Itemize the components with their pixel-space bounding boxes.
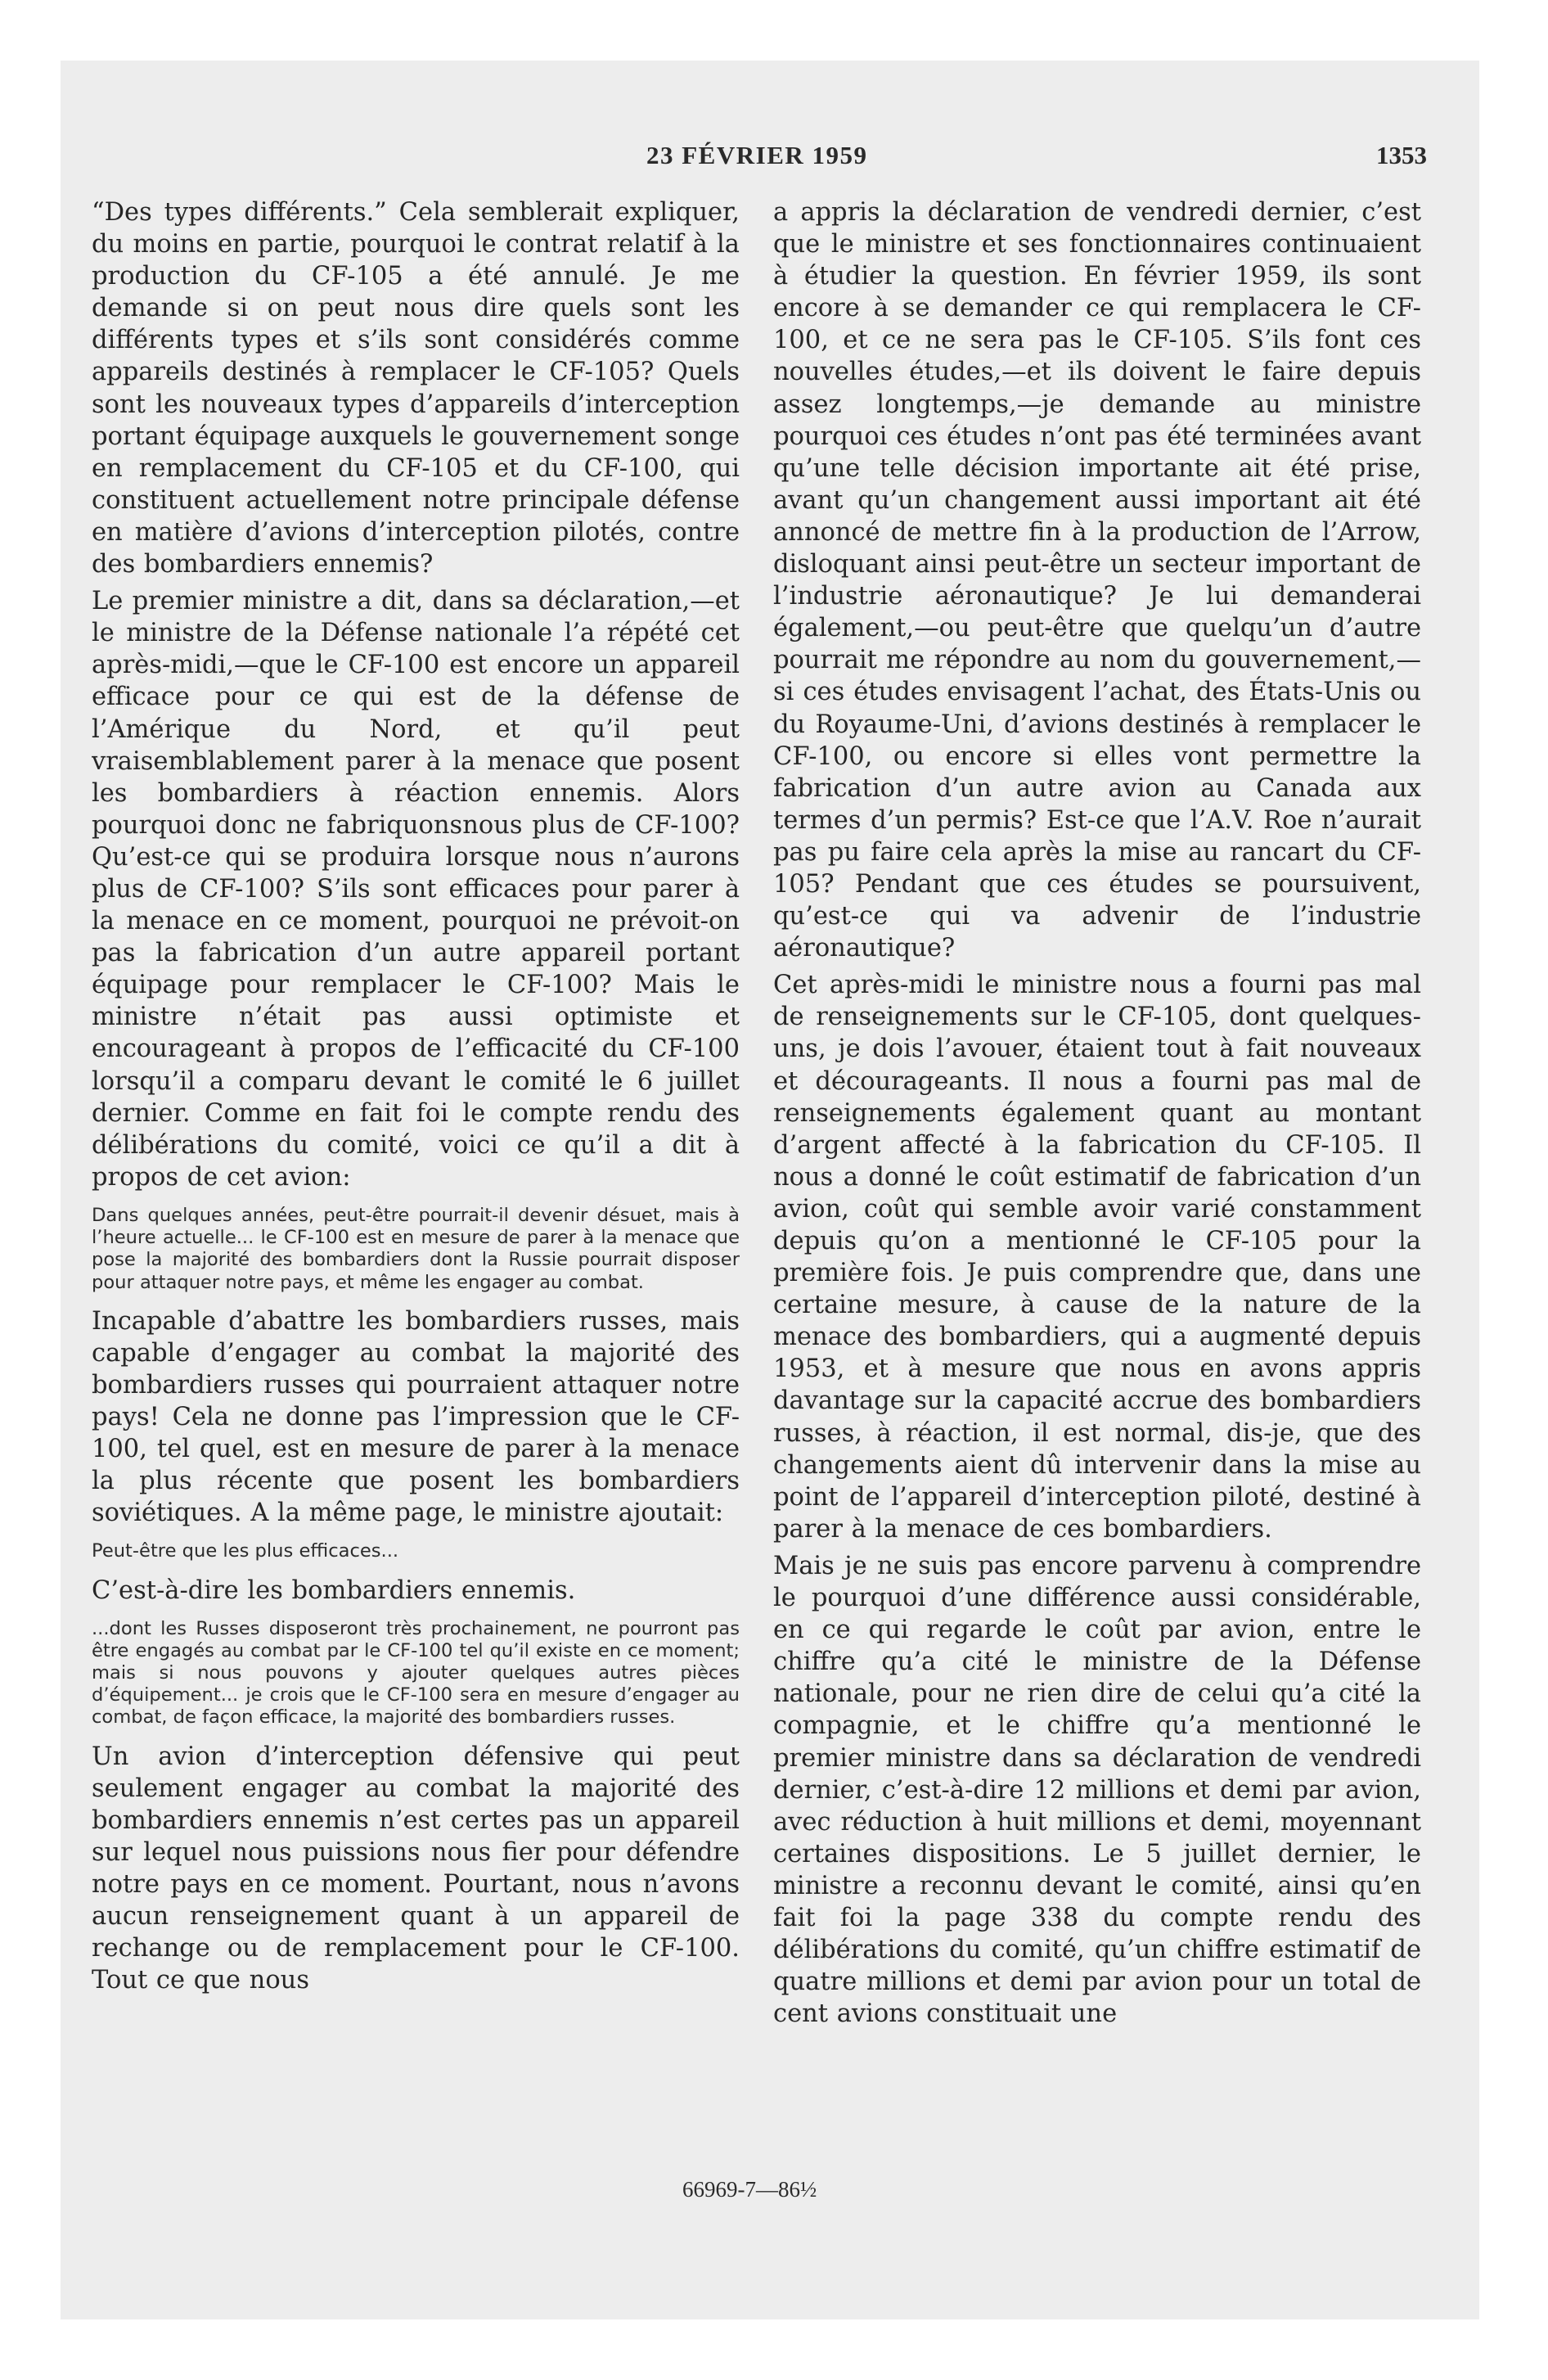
right-column — [773, 196, 1421, 2177]
left-column — [92, 196, 740, 2177]
footer-print-code: 66969-7—86½ — [682, 2177, 817, 2202]
paragraph: a appris la déclaration de vendredi dernier, c’est que le ministre et ses fonctionnaires continuaient à étudier la question. En février 1959, ils sont encore à se demander ce qui remplacera le CF-100, et ce ne sera pas le CF-105. S’ils font ces nouvelles études,—et ils doivent le faire depuis assez longtemps,—je demande au ministre pourquoi ces études n’ont pas été terminées avant qu’une telle décision importante ait été prise, avant qu’un changement aussi important ait été annoncé de mettre fin à la production de l’Arrow, disloquant ainsi peut-être un secteur important de l’industrie aéronautique? Je lui demanderai également,—ou peut-être que quelqu’un d’autre pourrait me répondre au nom du gouvernement,—si ces études envisagent l’achat, des États-Unis ou du Royaume-Uni, d’avions destinés à remplacer le CF-100, ou encore si elles vont permettre la fabrication d’un autre avion au Canada aux termes d’un permis? Est-ce que l’A.V. Roe n’aurait pas pu faire cela après la mise au rancart du CF-105? Pendant que ces études se poursuivent, qu’est-ce qui va advenir de l’industrie aéronautique? — [773, 198, 1421, 963]
quotation: Dans quelques années, peut-être pourrait-il devenir désuet, mais à l’heure actuelle... le CF-100 est en mesure de parer à la menace que pose la majorité des bombardiers dont la Russie pourrait disposer pour attaquer notre pays, et même les engager au combat. — [92, 1204, 740, 1293]
page-date: 23 FÉVRIER 1959 — [646, 141, 868, 169]
paragraph: Le premier ministre a dit, dans sa déclaration,—et le ministre de la Défense nationale l’a répété cet après-midi,—que le CF-100 est encore un appareil efficace pour ce qui est de la défense de l’Amérique du Nord, et qu’il peut vraisemblablement parer à la menace que posent les bombardiers à réaction ennemis. Alors pourquoi donc ne fabriquonsnous plus de CF-100? Qu’est-ce qui se produira lorsque nous n’aurons plus de CF-100? S’ils sont efficaces pour parer à la menace en ce moment, pourquoi ne prévoit-on pas la fabrication d’un autre appareil portant équipage pour remplacer le CF-100? Mais le ministre n’était pas aussi optimiste et encourageant à propos de l’efficacité du CF-100 lorsqu’il a comparu devant le comité le 6 juillet dernier. Comme en fait foi le compte rendu des délibérations du comité, voici ce qu’il a dit à propos de cet avion: — [92, 587, 740, 1192]
paragraph: Incapable d’abattre les bombardiers russes, mais capable d’engager au combat la majorité des bombardiers russes qui pourraient attaquer notre pays! Cela ne donne pas l’impression que le CF-100, tel quel, est en mesure de parer à la menace la plus récente que posent les bombardiers soviétiques. A la même page, le ministre ajoutait: — [92, 1306, 740, 1528]
paragraph: Cet après-midi le ministre nous a fourni pas mal de renseignements sur le CF-105, dont quelques-uns, je dois l’avouer, étaient tout à fait nouveaux et décourageants. Il nous a fourni pas mal de renseignements également quant au montant d’argent affecté à la fabrication du CF-105. Il nous a donné le coût estimatif de fabrication d’un avion, coût qui semble avoir varié constamment depuis qu’on a mentionné le CF-105 pour la première fois. Je puis comprendre que, dans une certaine mesure, à cause de la nature de la menace des bombardiers, qui a augmenté depuis 1953, et à mesure que nous en avons appris davantage sur la capacité accrue des bombardiers russes, à réaction, il est normal, dis-je, que des changements aient dû intervenir dans la mise au point de l’appareil d’interception piloté, destiné à parer à la menace de ces bombardiers. — [773, 971, 1421, 1544]
quotation: ...dont les Russes disposeront très prochainement, ne pourront pas être engagés au combat par le CF-100 tel qu’il existe en ce moment; mais si nous pouvons y ajouter quelques autres pièces d’équipement... je crois que le CF-100 sera en mesure d’engager au combat, de façon efficace, la majorité des bombardiers russes. — [92, 1617, 740, 1729]
paragraph: C’est-à-dire les bombardiers ennemis. — [92, 1575, 576, 1605]
paragraph: “Des types différents.” Cela semblerait expliquer, du moins en partie, pourquoi le contrat relatif à la production du CF-105 a été annulé. Je me demande si on peut nous dire quels sont les différents types et s’ils sont considérés comme appareils destinés à remplacer le CF-105? Quels sont les nouveaux types d’appareils d’interception portant équipage auxquels le gouvernement songe en remplacement du CF-105 et du CF-100, qui constituent actuellement notre principale défense en matière d’avions d’interception pilotés, contre des bombardiers ennemis? — [92, 198, 740, 579]
paragraph: Mais je ne suis pas encore parvenu à comprendre le pourquoi d’une différence aussi considérable, en ce qui regarde le coût par avion, entre le chiffre qu’a cité le ministre de la Défense nationale, pour ne rien dire de celui qu’a cité la compagnie, et le chiffre qu’a mentionné le premier ministre dans sa déclaration de vendredi dernier, c’est-à-dire 12 millions et demi par avion, avec réduction à huit millions et demi, moyennant certaines dispositions. Le 5 juillet dernier, le ministre a reconnu devant le comité, ainsi qu’en fait foi la page 338 du compte rendu des délibérations du comité, qu’un chiffre estimatif de quatre millions et demi par avion pour un total de cent avions constituait une — [773, 1551, 1421, 2029]
quotation: Peut-être que les plus efficaces... — [92, 1540, 399, 1562]
page-number: 1353 — [1376, 141, 1427, 169]
paragraph: Un avion d’interception défensive qui peut seulement engager au combat la majorité des bombardiers ennemis n’est certes pas un appareil sur lequel nous puissions nous fier pour défendre notre pays en ce moment. Pourtant, nous n’avons aucun renseignement quant à un appareil de rechange ou de remplacement pour le CF-100. Tout ce que nous — [92, 1742, 740, 1995]
